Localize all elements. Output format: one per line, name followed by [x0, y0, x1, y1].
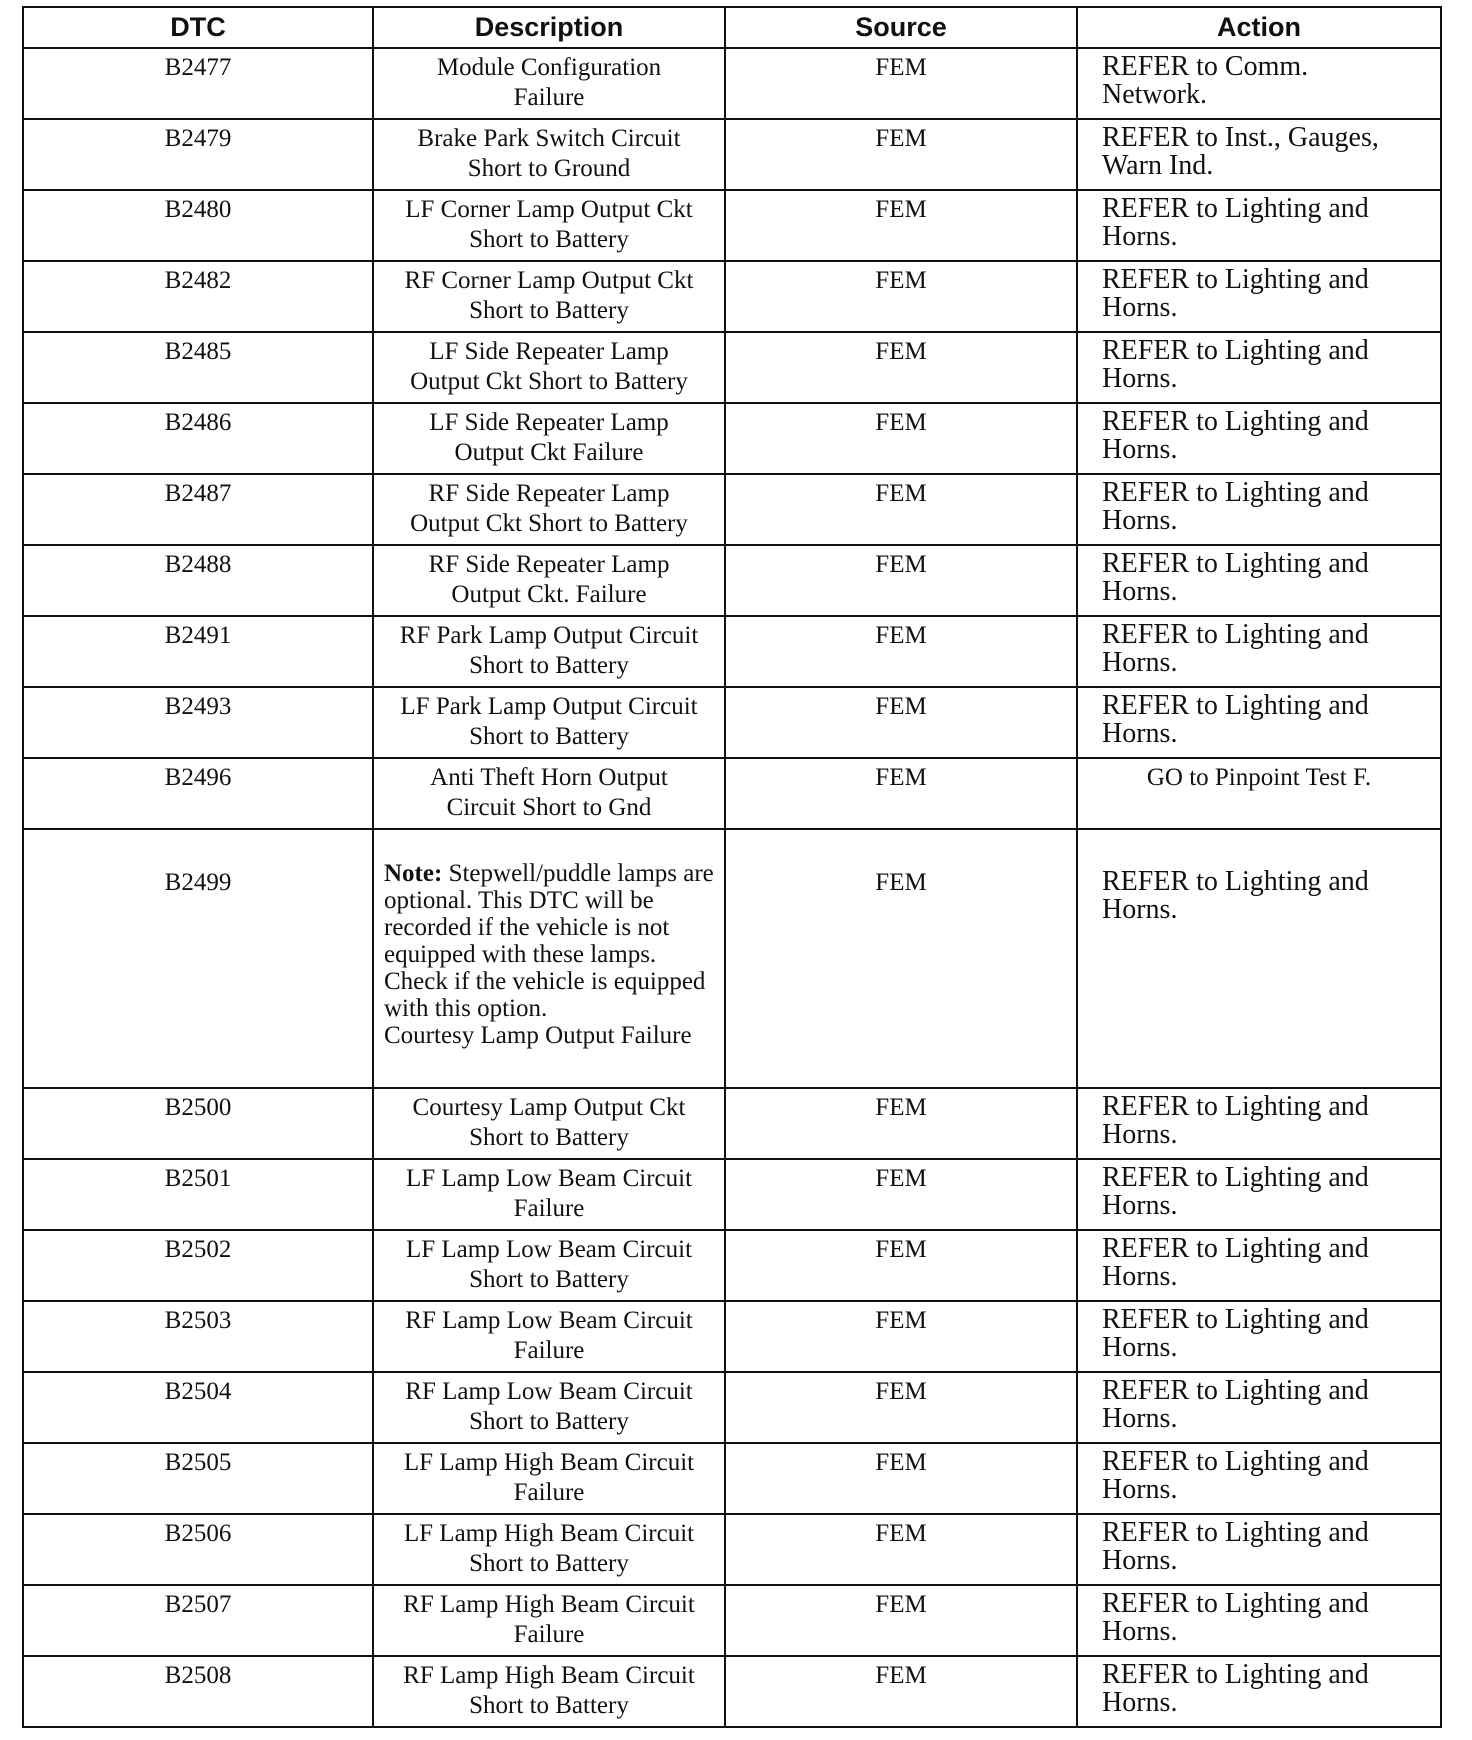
description-cell: [373, 1230, 725, 1301]
table-row: [23, 1088, 1441, 1159]
dtc-cell: [23, 1656, 373, 1727]
table-row: [23, 403, 1441, 474]
dtc-action: REFER to Lighting and Horns.: [1102, 193, 1369, 252]
dtc-description: LF Lamp Low Beam Circuit Short to Battery: [405, 1236, 693, 1293]
dtc-source: FEM: [875, 1449, 927, 1476]
dtc-source: FEM: [875, 196, 927, 223]
header-source: Source: [725, 7, 1077, 48]
dtc-code: B2499: [164, 869, 232, 896]
dtc-description: Brake Park Switch Circuit Short to Ground: [417, 125, 681, 182]
note-label: Note:: [384, 860, 443, 887]
dtc-code: B2493: [164, 693, 232, 720]
dtc-code: B2480: [164, 196, 232, 223]
source-cell: [725, 1301, 1077, 1372]
dtc-source: FEM: [875, 338, 927, 365]
action-cell: [1077, 1230, 1441, 1301]
dtc-source: FEM: [875, 1307, 927, 1334]
table-row: [23, 474, 1441, 545]
dtc-action: GO to Pinpoint Test F.: [1146, 764, 1372, 791]
dtc-code: B2503: [164, 1307, 232, 1334]
table-row: [23, 261, 1441, 332]
description-cell: [373, 616, 725, 687]
action-cell: [1077, 758, 1441, 829]
header-row: [23, 7, 1441, 48]
source-cell: [725, 829, 1077, 1088]
dtc-description: Module Configuration Failure: [436, 54, 662, 111]
action-cell: [1077, 190, 1441, 261]
dtc-description: LF Side Repeater Lamp Output Ckt Failure: [429, 409, 669, 466]
action-cell: [1077, 1159, 1441, 1230]
dtc-description: RF Side Repeater Lamp Output Ckt Short to Battery: [410, 480, 688, 537]
dtc-action: REFER to Lighting and Horns.: [1102, 1375, 1369, 1434]
dtc-cell: [23, 1443, 373, 1514]
dtc-cell: [23, 758, 373, 829]
action-cell: [1077, 474, 1441, 545]
dtc-action: REFER to Lighting and Horns.: [1102, 548, 1369, 607]
dtc-description: Courtesy Lamp Output Failure: [384, 1022, 692, 1049]
dtc-code: B2496: [164, 764, 232, 791]
source-cell: [725, 403, 1077, 474]
dtc-cell: [23, 1372, 373, 1443]
description-cell: [373, 1372, 725, 1443]
dtc-cell: [23, 616, 373, 687]
table-body: [23, 48, 1441, 1727]
dtc-description: Courtesy Lamp Output Ckt Short to Battery: [412, 1094, 686, 1151]
description-cell: [373, 48, 725, 119]
dtc-action: REFER to Lighting and Horns.: [1102, 619, 1369, 678]
description-cell: [373, 474, 725, 545]
action-cell: [1077, 1372, 1441, 1443]
source-cell: [725, 758, 1077, 829]
description-cell: [373, 829, 725, 1088]
source-cell: [725, 48, 1077, 119]
dtc-code: B2491: [164, 622, 232, 649]
description-cell: [373, 1301, 725, 1372]
dtc-source: FEM: [875, 1662, 927, 1689]
description-cell: [373, 687, 725, 758]
dtc-description: Anti Theft Horn Output Circuit Short to Gnd: [430, 764, 668, 821]
dtc-action: REFER to Lighting and Horns.: [1102, 1446, 1369, 1505]
dtc-source: FEM: [875, 267, 927, 294]
table-header: [23, 7, 1441, 48]
table-row: [23, 1585, 1441, 1656]
note-block: [374, 830, 724, 1049]
dtc-source: FEM: [875, 54, 927, 81]
dtc-action: REFER to Lighting and Horns.: [1102, 1304, 1369, 1363]
description-cell: [373, 545, 725, 616]
dtc-source: FEM: [875, 1236, 927, 1263]
dtc-code: B2485: [164, 338, 232, 365]
source-cell: [725, 1656, 1077, 1727]
source-cell: [725, 616, 1077, 687]
action-cell: [1077, 545, 1441, 616]
dtc-code: B2506: [164, 1520, 232, 1547]
table-row: [23, 687, 1441, 758]
dtc-cell: [23, 261, 373, 332]
source-cell: [725, 1514, 1077, 1585]
dtc-code: B2488: [164, 551, 232, 578]
header-action: Action: [1077, 7, 1441, 48]
action-cell: [1077, 1585, 1441, 1656]
dtc-cell: [23, 687, 373, 758]
dtc-cell: [23, 1159, 373, 1230]
dtc-code: B2482: [164, 267, 232, 294]
dtc-description: LF Lamp High Beam Circuit Failure: [403, 1449, 695, 1506]
source-cell: [725, 332, 1077, 403]
dtc-source: FEM: [875, 480, 927, 507]
dtc-cell: [23, 474, 373, 545]
dtc-code: B2487: [164, 480, 232, 507]
dtc-cell: [23, 190, 373, 261]
dtc-action: REFER to Lighting and Horns.: [1102, 690, 1369, 749]
dtc-description: RF Park Lamp Output Circuit Short to Battery: [399, 622, 699, 679]
dtc-code: B2504: [164, 1378, 232, 1405]
dtc-action: REFER to Lighting and Horns.: [1102, 1162, 1369, 1221]
source-cell: [725, 545, 1077, 616]
action-cell: [1077, 1514, 1441, 1585]
action-cell: [1077, 1656, 1441, 1727]
table-row: [23, 829, 1441, 1088]
dtc-table: [22, 6, 1442, 1728]
dtc-source: FEM: [875, 1591, 927, 1618]
dtc-source: FEM: [875, 125, 927, 152]
source-cell: [725, 1372, 1077, 1443]
description-cell: [373, 332, 725, 403]
action-cell: [1077, 1301, 1441, 1372]
dtc-code: B2505: [164, 1449, 232, 1476]
source-cell: [725, 261, 1077, 332]
dtc-action: REFER to Lighting and Horns.: [1102, 264, 1369, 323]
header-description: Description: [373, 7, 725, 48]
dtc-code: B2500: [164, 1094, 232, 1121]
source-cell: [725, 474, 1077, 545]
dtc-description: LF Lamp Low Beam Circuit Failure: [405, 1165, 693, 1222]
dtc-code: B2502: [164, 1236, 232, 1263]
dtc-cell: [23, 1301, 373, 1372]
source-cell: [725, 1443, 1077, 1514]
dtc-cell: [23, 48, 373, 119]
dtc-cell: [23, 1514, 373, 1585]
dtc-cell: [23, 1230, 373, 1301]
dtc-action: REFER to Inst., Gauges, Warn Ind.: [1102, 122, 1379, 181]
dtc-action: REFER to Lighting and Horns.: [1102, 1233, 1369, 1292]
dtc-code: B2508: [164, 1662, 232, 1689]
dtc-action: REFER to Lighting and Horns.: [1102, 477, 1369, 536]
action-cell: [1077, 1443, 1441, 1514]
action-cell: [1077, 829, 1441, 1088]
table-row: [23, 1372, 1441, 1443]
dtc-cell: [23, 545, 373, 616]
description-cell: [373, 1514, 725, 1585]
dtc-source: FEM: [875, 1094, 927, 1121]
description-cell: [373, 119, 725, 190]
table-row: [23, 616, 1441, 687]
source-cell: [725, 1088, 1077, 1159]
description-cell: [373, 758, 725, 829]
source-cell: [725, 687, 1077, 758]
dtc-source: FEM: [875, 622, 927, 649]
description-cell: [373, 1585, 725, 1656]
source-cell: [725, 119, 1077, 190]
table-row: [23, 758, 1441, 829]
dtc-cell: [23, 829, 373, 1088]
dtc-cell: [23, 403, 373, 474]
table-row: [23, 1443, 1441, 1514]
dtc-source: FEM: [875, 693, 927, 720]
header-dtc: DTC: [23, 7, 373, 48]
dtc-description: RF Lamp High Beam Circuit Short to Battery: [403, 1662, 695, 1719]
dtc-action: REFER to Lighting and Horns.: [1102, 866, 1369, 925]
dtc-description: RF Corner Lamp Output Ckt Short to Battery: [404, 267, 694, 324]
table-row: [23, 1159, 1441, 1230]
dtc-cell: [23, 1585, 373, 1656]
dtc-description: RF Lamp High Beam Circuit Failure: [403, 1591, 695, 1648]
action-cell: [1077, 616, 1441, 687]
dtc-description: RF Side Repeater Lamp Output Ckt. Failure: [428, 551, 670, 608]
table-row: [23, 119, 1441, 190]
table-row: [23, 190, 1441, 261]
dtc-action: REFER to Lighting and Horns.: [1102, 1659, 1369, 1718]
table-row: [23, 545, 1441, 616]
description-cell: [373, 1159, 725, 1230]
description-cell: [373, 403, 725, 474]
dtc-source: FEM: [875, 551, 927, 578]
dtc-source: FEM: [875, 1520, 927, 1547]
dtc-description: LF Park Lamp Output Circuit Short to Battery: [400, 693, 698, 750]
dtc-source: FEM: [875, 409, 927, 436]
dtc-description: LF Corner Lamp Output Ckt Short to Battery: [405, 196, 693, 253]
dtc-action: REFER to Lighting and Horns.: [1102, 1588, 1369, 1647]
dtc-action: REFER to Comm. Network.: [1102, 51, 1309, 110]
action-cell: [1077, 687, 1441, 758]
description-cell: [373, 1656, 725, 1727]
dtc-cell: [23, 119, 373, 190]
source-cell: [725, 190, 1077, 261]
description-cell: [373, 1088, 725, 1159]
dtc-cell: [23, 332, 373, 403]
dtc-description: LF Side Repeater Lamp Output Ckt Short to Battery: [410, 338, 688, 395]
dtc-code: B2486: [164, 409, 232, 436]
dtc-description: RF Lamp Low Beam Circuit Failure: [405, 1307, 693, 1364]
dtc-source: FEM: [875, 1165, 927, 1192]
description-cell: [373, 261, 725, 332]
dtc-source: FEM: [875, 764, 927, 791]
description-cell: [373, 190, 725, 261]
table-row: [23, 1656, 1441, 1727]
table-row: [23, 48, 1441, 119]
dtc-code: B2507: [164, 1591, 232, 1618]
dtc-action: REFER to Lighting and Horns.: [1102, 335, 1369, 394]
table-row: [23, 1514, 1441, 1585]
table-row: [23, 332, 1441, 403]
dtc-code: B2501: [164, 1165, 232, 1192]
dtc-description: RF Lamp Low Beam Circuit Short to Battery: [405, 1378, 693, 1435]
dtc-source: FEM: [875, 869, 927, 896]
dtc-action: REFER to Lighting and Horns.: [1102, 406, 1369, 465]
dtc-action: REFER to Lighting and Horns.: [1102, 1091, 1369, 1150]
note-text: Stepwell/puddle lamps are optional. This DTC will be recorded if the vehicle is not equipped with these lamps. Check if the vehicle is equipped with this option.: [384, 860, 714, 1022]
dtc-description: LF Lamp High Beam Circuit Short to Battery: [403, 1520, 695, 1577]
description-cell: [373, 1443, 725, 1514]
action-cell: [1077, 48, 1441, 119]
source-cell: [725, 1230, 1077, 1301]
action-cell: [1077, 332, 1441, 403]
dtc-source: FEM: [875, 1378, 927, 1405]
dtc-action: REFER to Lighting and Horns.: [1102, 1517, 1369, 1576]
source-cell: [725, 1585, 1077, 1656]
dtc-code: B2477: [164, 54, 232, 81]
action-cell: [1077, 1088, 1441, 1159]
dtc-cell: [23, 1088, 373, 1159]
dtc-code: B2479: [164, 125, 232, 152]
source-cell: [725, 1159, 1077, 1230]
action-cell: [1077, 403, 1441, 474]
action-cell: [1077, 119, 1441, 190]
table-row: [23, 1230, 1441, 1301]
action-cell: [1077, 261, 1441, 332]
table-row: [23, 1301, 1441, 1372]
